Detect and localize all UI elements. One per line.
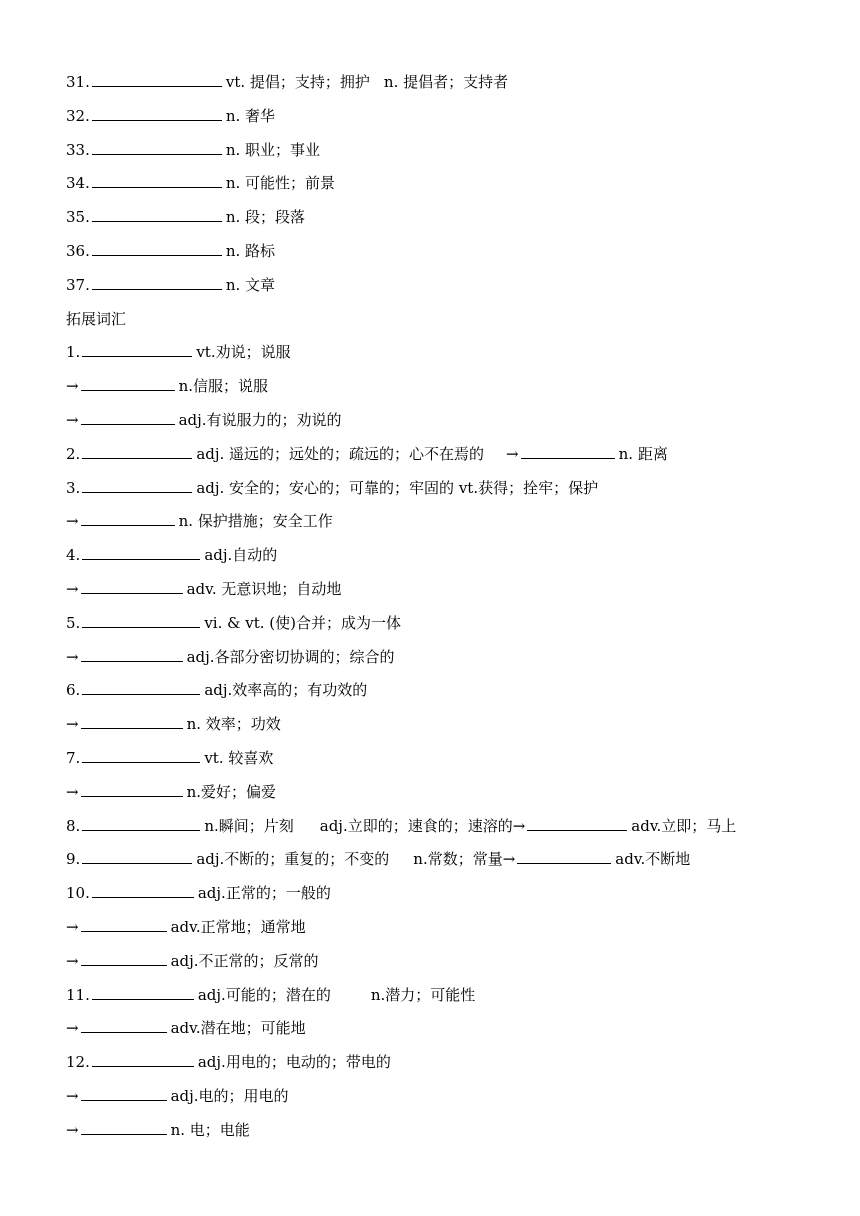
answer-blank[interactable]	[81, 710, 183, 729]
answer-blank[interactable]	[82, 845, 192, 864]
item-number: 34.	[66, 174, 90, 193]
vocab-line-7	[66, 742, 836, 776]
definition: adv.潜在地；可能地	[170, 1019, 306, 1038]
definition: n. 可能性；前景	[225, 174, 336, 193]
item-number: 31.	[66, 73, 90, 91]
definition: n.潜力；可能性	[370, 985, 476, 1004]
item-number: 35.	[66, 208, 90, 227]
item-number: 8.	[66, 816, 81, 835]
answer-blank[interactable]	[81, 778, 183, 797]
vocab-line-9	[66, 843, 836, 877]
definition: adv. 无意识地；自动地	[186, 579, 342, 598]
definition: n.爱好；偏爱	[186, 782, 277, 801]
arrow-icon: →	[506, 444, 519, 463]
vocab-line-37	[66, 269, 836, 303]
definition: adj.可能的；潜在的	[197, 985, 331, 1004]
vocabulary-document	[66, 66, 836, 1148]
answer-blank[interactable]	[527, 812, 627, 831]
definition: n. 奢华	[225, 106, 276, 125]
definition: adv.正常地；通常地	[170, 917, 306, 936]
answer-blank[interactable]	[82, 676, 200, 695]
vocab-line-3	[66, 472, 836, 506]
definition: vt. 提倡；支持；拥护	[225, 73, 370, 91]
arrow-icon: →	[66, 1019, 79, 1038]
item-number: 33.	[66, 140, 90, 159]
definition: n. 效率；功效	[186, 715, 281, 734]
definition: n. 路标	[225, 241, 276, 260]
definition: adj.各部分密切协调的；综合的	[186, 647, 395, 666]
answer-blank[interactable]	[82, 812, 200, 831]
answer-blank[interactable]	[92, 68, 222, 87]
vocab-line-12	[66, 1046, 836, 1080]
derivative-line	[66, 505, 836, 539]
answer-blank[interactable]	[81, 507, 175, 526]
answer-blank[interactable]	[92, 879, 194, 898]
derivative-line	[66, 641, 836, 675]
arrow-icon: →	[66, 410, 79, 429]
answer-blank[interactable]	[81, 372, 175, 391]
item-number: 6.	[66, 681, 81, 700]
derivative-line	[66, 370, 836, 404]
vocab-line-34	[66, 167, 836, 201]
definition: adj.立即的；速食的；速溶的→	[319, 816, 526, 835]
definition: n. 段；段落	[225, 208, 306, 227]
definition: adj.电的；用电的	[170, 1086, 289, 1105]
definition: vt.劝说；说服	[196, 343, 291, 362]
vocab-line-32	[66, 100, 836, 134]
definition: adj.效率高的；有功效的	[204, 681, 368, 700]
item-number: 7.	[66, 748, 81, 767]
definition: n.信服；说服	[178, 377, 269, 396]
definition: vt. 较喜欢	[204, 748, 274, 767]
item-number: 11.	[66, 985, 90, 1004]
item-number: 12.	[66, 1053, 90, 1072]
definition: adj.有说服力的；劝说的	[178, 410, 342, 429]
definition: adj.不断的；重复的；不变的	[196, 850, 390, 869]
item-number: 5.	[66, 613, 81, 632]
answer-blank[interactable]	[92, 1048, 194, 1067]
item-number: 2.	[66, 444, 81, 463]
arrow-icon: →	[66, 951, 79, 970]
item-number: 32.	[66, 106, 90, 125]
definition: vi. & vt. (使)合并；成为一体	[204, 613, 401, 632]
answer-blank[interactable]	[82, 609, 200, 628]
definition: adj.用电的；电动的；带电的	[197, 1053, 391, 1072]
definition: n. 职业；事业	[225, 140, 321, 159]
definition: n. 距离	[618, 444, 668, 463]
arrow-icon: →	[66, 715, 79, 734]
vocab-line-33	[66, 134, 836, 168]
answer-blank[interactable]	[82, 541, 200, 560]
definition: adj. 遥远的；远处的；疏远的；心不在焉的	[196, 444, 485, 463]
arrow-icon: →	[66, 377, 79, 396]
answer-blank[interactable]	[92, 102, 222, 121]
arrow-icon: →	[66, 782, 79, 801]
answer-blank[interactable]	[81, 1116, 167, 1135]
answer-blank[interactable]	[82, 474, 192, 493]
answer-blank[interactable]	[81, 1014, 167, 1033]
definition: n.常数；常量→	[413, 850, 516, 869]
answer-blank[interactable]	[81, 947, 167, 966]
derivative-line	[66, 404, 836, 438]
vocab-line-11	[66, 979, 836, 1013]
definition: n. 电；电能	[170, 1120, 250, 1139]
item-number: 9.	[66, 850, 81, 869]
answer-blank[interactable]	[92, 237, 222, 256]
derivative-line	[66, 776, 836, 810]
derivative-line	[66, 911, 836, 945]
definition: n. 文章	[225, 275, 276, 294]
item-number: 10.	[66, 884, 90, 903]
arrow-icon: →	[66, 1120, 79, 1139]
answer-blank[interactable]	[82, 744, 200, 763]
section-title: 拓展词汇	[66, 309, 127, 328]
definition: adv.立即；马上	[631, 816, 737, 835]
definition: n. 保护措施；安全工作	[178, 512, 333, 531]
definition: n. 提倡者；支持者	[383, 73, 509, 91]
vocab-line-6	[66, 674, 836, 708]
vocab-line-8	[66, 810, 836, 844]
item-number: 4.	[66, 546, 81, 565]
derivative-line	[66, 1012, 836, 1046]
item-number: 36.	[66, 241, 90, 260]
derivative-line	[66, 945, 836, 979]
answer-blank[interactable]	[81, 913, 167, 932]
definition: adj. 安全的；安心的；可靠的；牢固的 vt.获得；拴牢；保护	[196, 478, 599, 497]
answer-blank[interactable]	[92, 203, 222, 222]
answer-blank[interactable]	[92, 169, 222, 188]
definition: n.瞬间；片刻	[204, 816, 294, 835]
definition: adj.不正常的；反常的	[170, 951, 319, 970]
vocab-line-2	[66, 438, 836, 472]
answer-blank[interactable]	[81, 575, 183, 594]
answer-blank[interactable]	[521, 440, 615, 459]
vocab-line-1	[66, 336, 836, 370]
section-heading	[66, 303, 836, 337]
answer-blank[interactable]	[81, 643, 183, 662]
vocab-line-10	[66, 877, 836, 911]
derivative-line	[66, 1080, 836, 1114]
answer-blank[interactable]	[92, 136, 222, 155]
answer-blank[interactable]	[82, 338, 192, 357]
derivative-line	[66, 1114, 836, 1148]
vocab-line-36	[66, 235, 836, 269]
answer-blank[interactable]	[92, 981, 194, 1000]
definition: adv.不断地	[615, 850, 691, 869]
item-number: 37.	[66, 275, 90, 294]
arrow-icon: →	[66, 512, 79, 531]
answer-blank[interactable]	[81, 406, 175, 425]
answer-blank[interactable]	[92, 271, 222, 290]
vocab-line-31	[66, 66, 836, 100]
vocab-line-4	[66, 539, 836, 573]
derivative-line	[66, 573, 836, 607]
answer-blank[interactable]	[81, 1082, 167, 1101]
arrow-icon: →	[66, 579, 79, 598]
item-number: 1.	[66, 343, 81, 362]
derivative-line	[66, 708, 836, 742]
answer-blank[interactable]	[82, 440, 192, 459]
arrow-icon: →	[66, 1086, 79, 1105]
arrow-icon: →	[66, 917, 79, 936]
answer-blank[interactable]	[517, 845, 611, 864]
arrow-icon: →	[66, 647, 79, 666]
definition: adj.自动的	[204, 546, 278, 565]
definition: adj.正常的；一般的	[197, 884, 331, 903]
vocab-line-35	[66, 201, 836, 235]
item-number: 3.	[66, 478, 81, 497]
vocab-line-5	[66, 607, 836, 641]
